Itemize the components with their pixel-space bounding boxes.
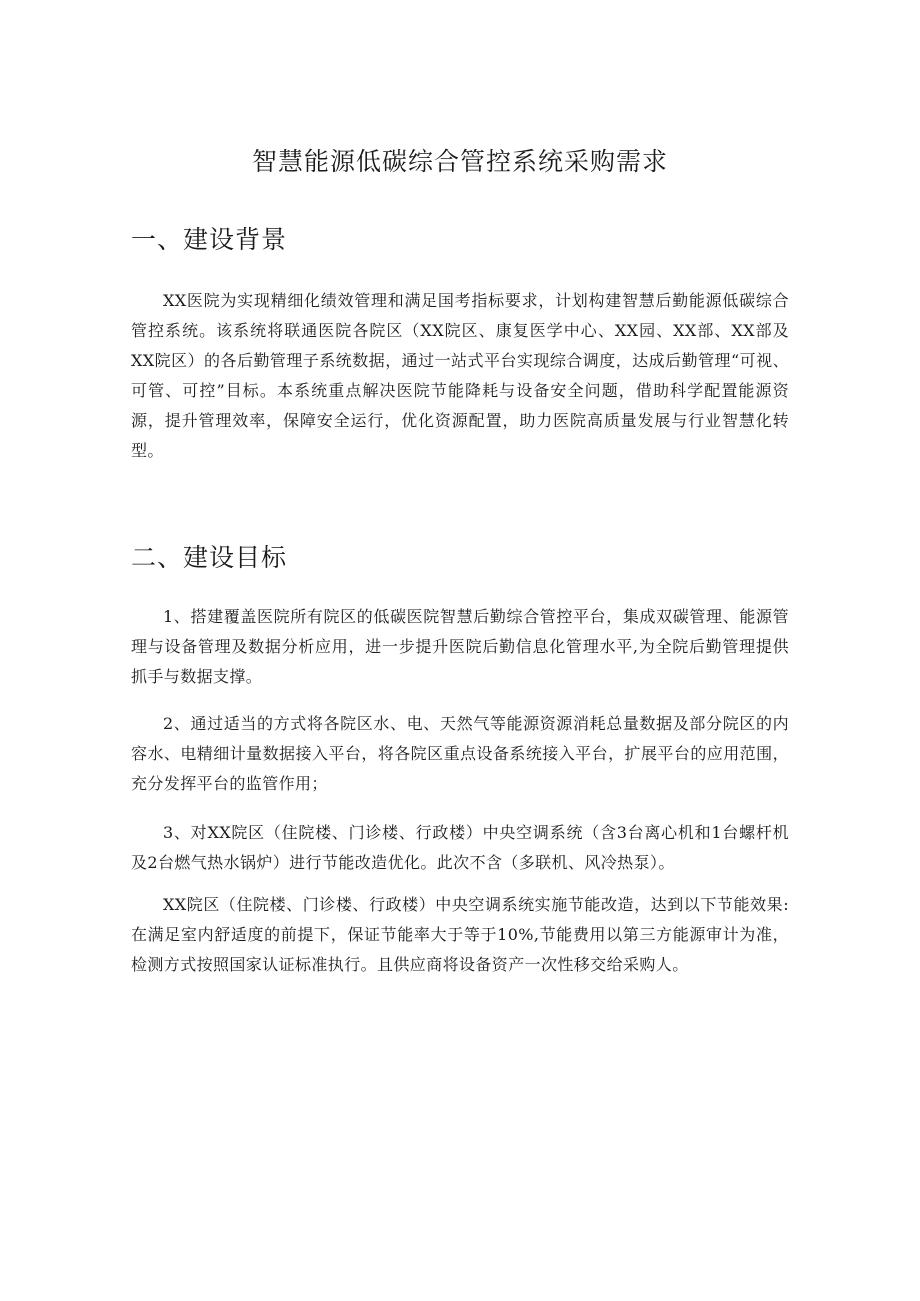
document-title: 智慧能源低碳综合管控系统采购需求	[251, 147, 668, 176]
goal-paragraph-1: 1、搭建覆盖医院所有院区的低碳医院智慧后勤综合管控平台，集成双碳管理、能源管理与设备管理及数据分析应用，进一步提升医院后勤信息化管理水平,为全院后勤管理提供抓手与数据支撑。	[131, 607, 789, 686]
goal-paragraph-2: 2、通过适当的方式将各院区水、电、天然气等能源资源消耗总量数据及部分院区的内容水、电精细计量数据接入平台，将各院区重点设备系统接入平台，扩展平台的应用范围，充分发挥平台的监管作用；	[131, 714, 789, 793]
section-heading-background: 一、建设背景	[131, 225, 288, 254]
goal-paragraph-3: 3、对XX院区（住院楼、门诊楼、行政楼）中央空调系统（含3台离心机和1台螺杆机及2台燃气热水锅炉）进行节能改造优化。此次不含（多联机、风冷热泵）。	[131, 823, 789, 872]
section-heading-goals: 二、建设目标	[131, 543, 288, 572]
goal-paragraph-4: XX院区（住院楼、门诊楼、行政楼）中央空调系统实施节能改造，达到以下节能效果:在满足室内舒适度的前提下，保证节能率大于等于10%,节能费用以第三方能源审计为准，检测方式按照国家认证标准执行。且供应商将设备资产一次性移交给采购人。	[131, 895, 789, 974]
background-paragraph: XX医院为实现精细化绩效管理和满足国考指标要求，计划构建智慧后勤能源低碳综合管控系统。该系统将联通医院各院区（XX院区、康复医学中心、XX园、XX部、XX部及XX院区）的各后勤管理子系统数据，通过一站式平台实现综合调度，达成后勤管理“可视、可管、可控”目标。本系统重点解决医院节能降耗与设备安全问题，借助科学配置能源资源，提升管理效率，保障安全运行，优化资源配置，助力医院高质量发展与行业智慧化转型。	[131, 291, 789, 460]
